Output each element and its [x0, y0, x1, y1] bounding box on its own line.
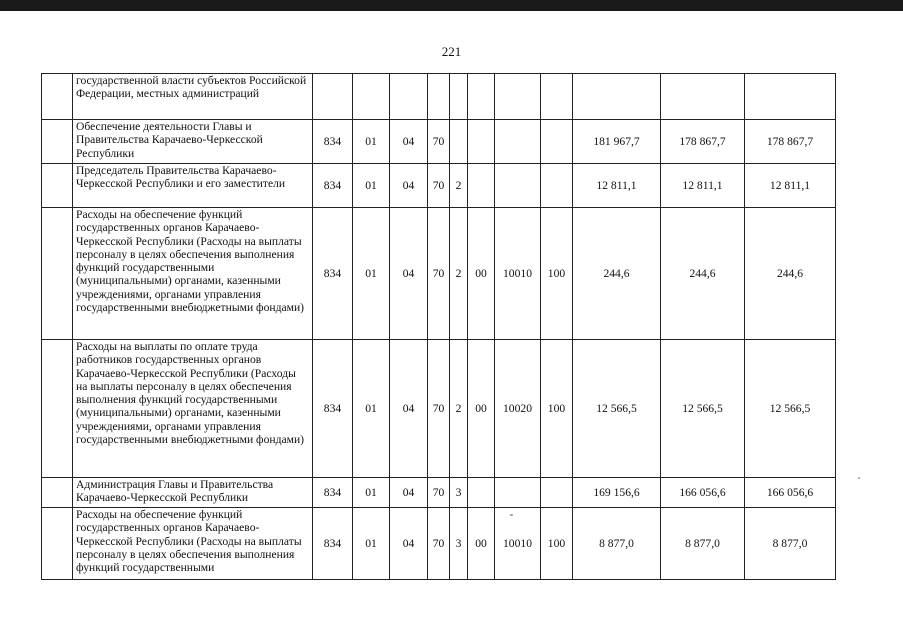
table-row: [42, 478, 836, 508]
rz-cell: 01: [353, 208, 390, 340]
expense-code-cell: [495, 164, 541, 208]
description-cell: Расходы на обеспечение функций государственных органов Карачаево-Черкесской Республики (Расходы на выплаты персоналу в целях обеспечения выполнения функций государственными: [73, 508, 313, 580]
expense-type-cell: 100: [541, 340, 573, 478]
amount-cell: 181 967,7: [573, 120, 661, 164]
ved-cell: 834: [313, 164, 353, 208]
table-row: [42, 164, 836, 208]
ved-cell: 834: [313, 508, 353, 580]
pr-cell: 04: [390, 340, 428, 478]
table-row: [42, 340, 836, 478]
scan-speck: [510, 514, 513, 516]
pr-cell: [390, 74, 428, 120]
amount-cell: 166 056,6: [745, 478, 836, 508]
amount-cell: [661, 74, 745, 120]
direction-cell: [468, 478, 495, 508]
expense-type-cell: [541, 74, 573, 120]
pr-cell: 04: [390, 164, 428, 208]
expense-type-cell: 100: [541, 208, 573, 340]
subprogram-cell: [450, 120, 468, 164]
direction-cell: 00: [468, 340, 495, 478]
pr-cell: 04: [390, 208, 428, 340]
amount-cell: 8 877,0: [745, 508, 836, 580]
amount-cell: 12 566,5: [573, 340, 661, 478]
rz-cell: [353, 74, 390, 120]
table-row: [42, 74, 836, 120]
rz-cell: 01: [353, 478, 390, 508]
amount-cell: 8 877,0: [573, 508, 661, 580]
rz-cell: 01: [353, 508, 390, 580]
amount-cell: 244,6: [745, 208, 836, 340]
table-row: [42, 208, 836, 340]
scan-speck: [858, 477, 860, 479]
row-number-cell: [42, 478, 73, 508]
subprogram-cell: 2: [450, 164, 468, 208]
description-cell: Администрация Главы и Правительства Карачаево-Черкесской Республики: [73, 478, 313, 508]
amount-cell: 12 811,1: [661, 164, 745, 208]
direction-cell: [468, 74, 495, 120]
program-cell: 70: [428, 340, 450, 478]
description-cell: государственной власти субъектов Российской Федерации, местных администраций: [73, 74, 313, 120]
subprogram-cell: 3: [450, 508, 468, 580]
subprogram-cell: 2: [450, 208, 468, 340]
amount-cell: 244,6: [573, 208, 661, 340]
amount-cell: 166 056,6: [661, 478, 745, 508]
amount-cell: 178 867,7: [745, 120, 836, 164]
amount-cell: [573, 74, 661, 120]
program-cell: [428, 74, 450, 120]
expense-code-cell: [495, 74, 541, 120]
row-number-cell: [42, 208, 73, 340]
pr-cell: 04: [390, 120, 428, 164]
direction-cell: 00: [468, 208, 495, 340]
expense-code-cell: 10010: [495, 508, 541, 580]
direction-cell: 00: [468, 508, 495, 580]
expense-code-cell: [495, 120, 541, 164]
amount-cell: [745, 74, 836, 120]
expense-code-cell: [495, 478, 541, 508]
table-row: [42, 508, 836, 580]
table-row: [42, 120, 836, 164]
rz-cell: 01: [353, 340, 390, 478]
row-number-cell: [42, 74, 73, 120]
description-cell: Расходы на обеспечение функций государственных органов Карачаево-Черкесской Республики (Расходы на выплаты персоналу в целях обеспечения выполнения функций государственными (муниципальными) органами, казенными учреждениями, органами управления государственными внебюджетными фондами): [73, 208, 313, 340]
amount-cell: 244,6: [661, 208, 745, 340]
subprogram-cell: 3: [450, 478, 468, 508]
row-number-cell: [42, 120, 73, 164]
expense-type-cell: 100: [541, 508, 573, 580]
amount-cell: 178 867,7: [661, 120, 745, 164]
direction-cell: [468, 120, 495, 164]
expense-code-cell: 10020: [495, 340, 541, 478]
expense-type-cell: [541, 164, 573, 208]
amount-cell: 12 811,1: [745, 164, 836, 208]
scan-top-border: [0, 0, 903, 11]
expense-code-cell: 10010: [495, 208, 541, 340]
ved-cell: [313, 74, 353, 120]
budget-table: [41, 73, 836, 580]
amount-cell: 12 811,1: [573, 164, 661, 208]
ved-cell: 834: [313, 340, 353, 478]
description-cell: Председатель Правительства Карачаево-Черкесской Республики и его заместители: [73, 164, 313, 208]
program-cell: 70: [428, 478, 450, 508]
program-cell: 70: [428, 164, 450, 208]
ved-cell: 834: [313, 208, 353, 340]
description-cell: Обеспечение деятельности Главы и Правительства Карачаево-Черкесской Республики: [73, 120, 313, 164]
amount-cell: 169 156,6: [573, 478, 661, 508]
row-number-cell: [42, 508, 73, 580]
expense-type-cell: [541, 120, 573, 164]
program-cell: 70: [428, 508, 450, 580]
program-cell: 70: [428, 208, 450, 340]
expense-type-cell: [541, 478, 573, 508]
pr-cell: 04: [390, 478, 428, 508]
row-number-cell: [42, 164, 73, 208]
rz-cell: 01: [353, 164, 390, 208]
program-cell: 70: [428, 120, 450, 164]
ved-cell: 834: [313, 478, 353, 508]
amount-cell: 12 566,5: [661, 340, 745, 478]
pr-cell: 04: [390, 508, 428, 580]
direction-cell: [468, 164, 495, 208]
description-cell: Расходы на выплаты по оплате труда работников государственных органов Карачаево-Черкесской Республики (Расходы на выплаты персоналу в целях обеспечения выполнения функций государственными (муниципальными) органами, казенными учреждениями, органами управления государственными внебюджетными фондами): [73, 340, 313, 478]
page-number: 221: [441, 44, 462, 59]
subprogram-cell: [450, 74, 468, 120]
subprogram-cell: 2: [450, 340, 468, 478]
amount-cell: 12 566,5: [745, 340, 836, 478]
row-number-cell: [42, 340, 73, 478]
ved-cell: 834: [313, 120, 353, 164]
rz-cell: 01: [353, 120, 390, 164]
amount-cell: 8 877,0: [661, 508, 745, 580]
